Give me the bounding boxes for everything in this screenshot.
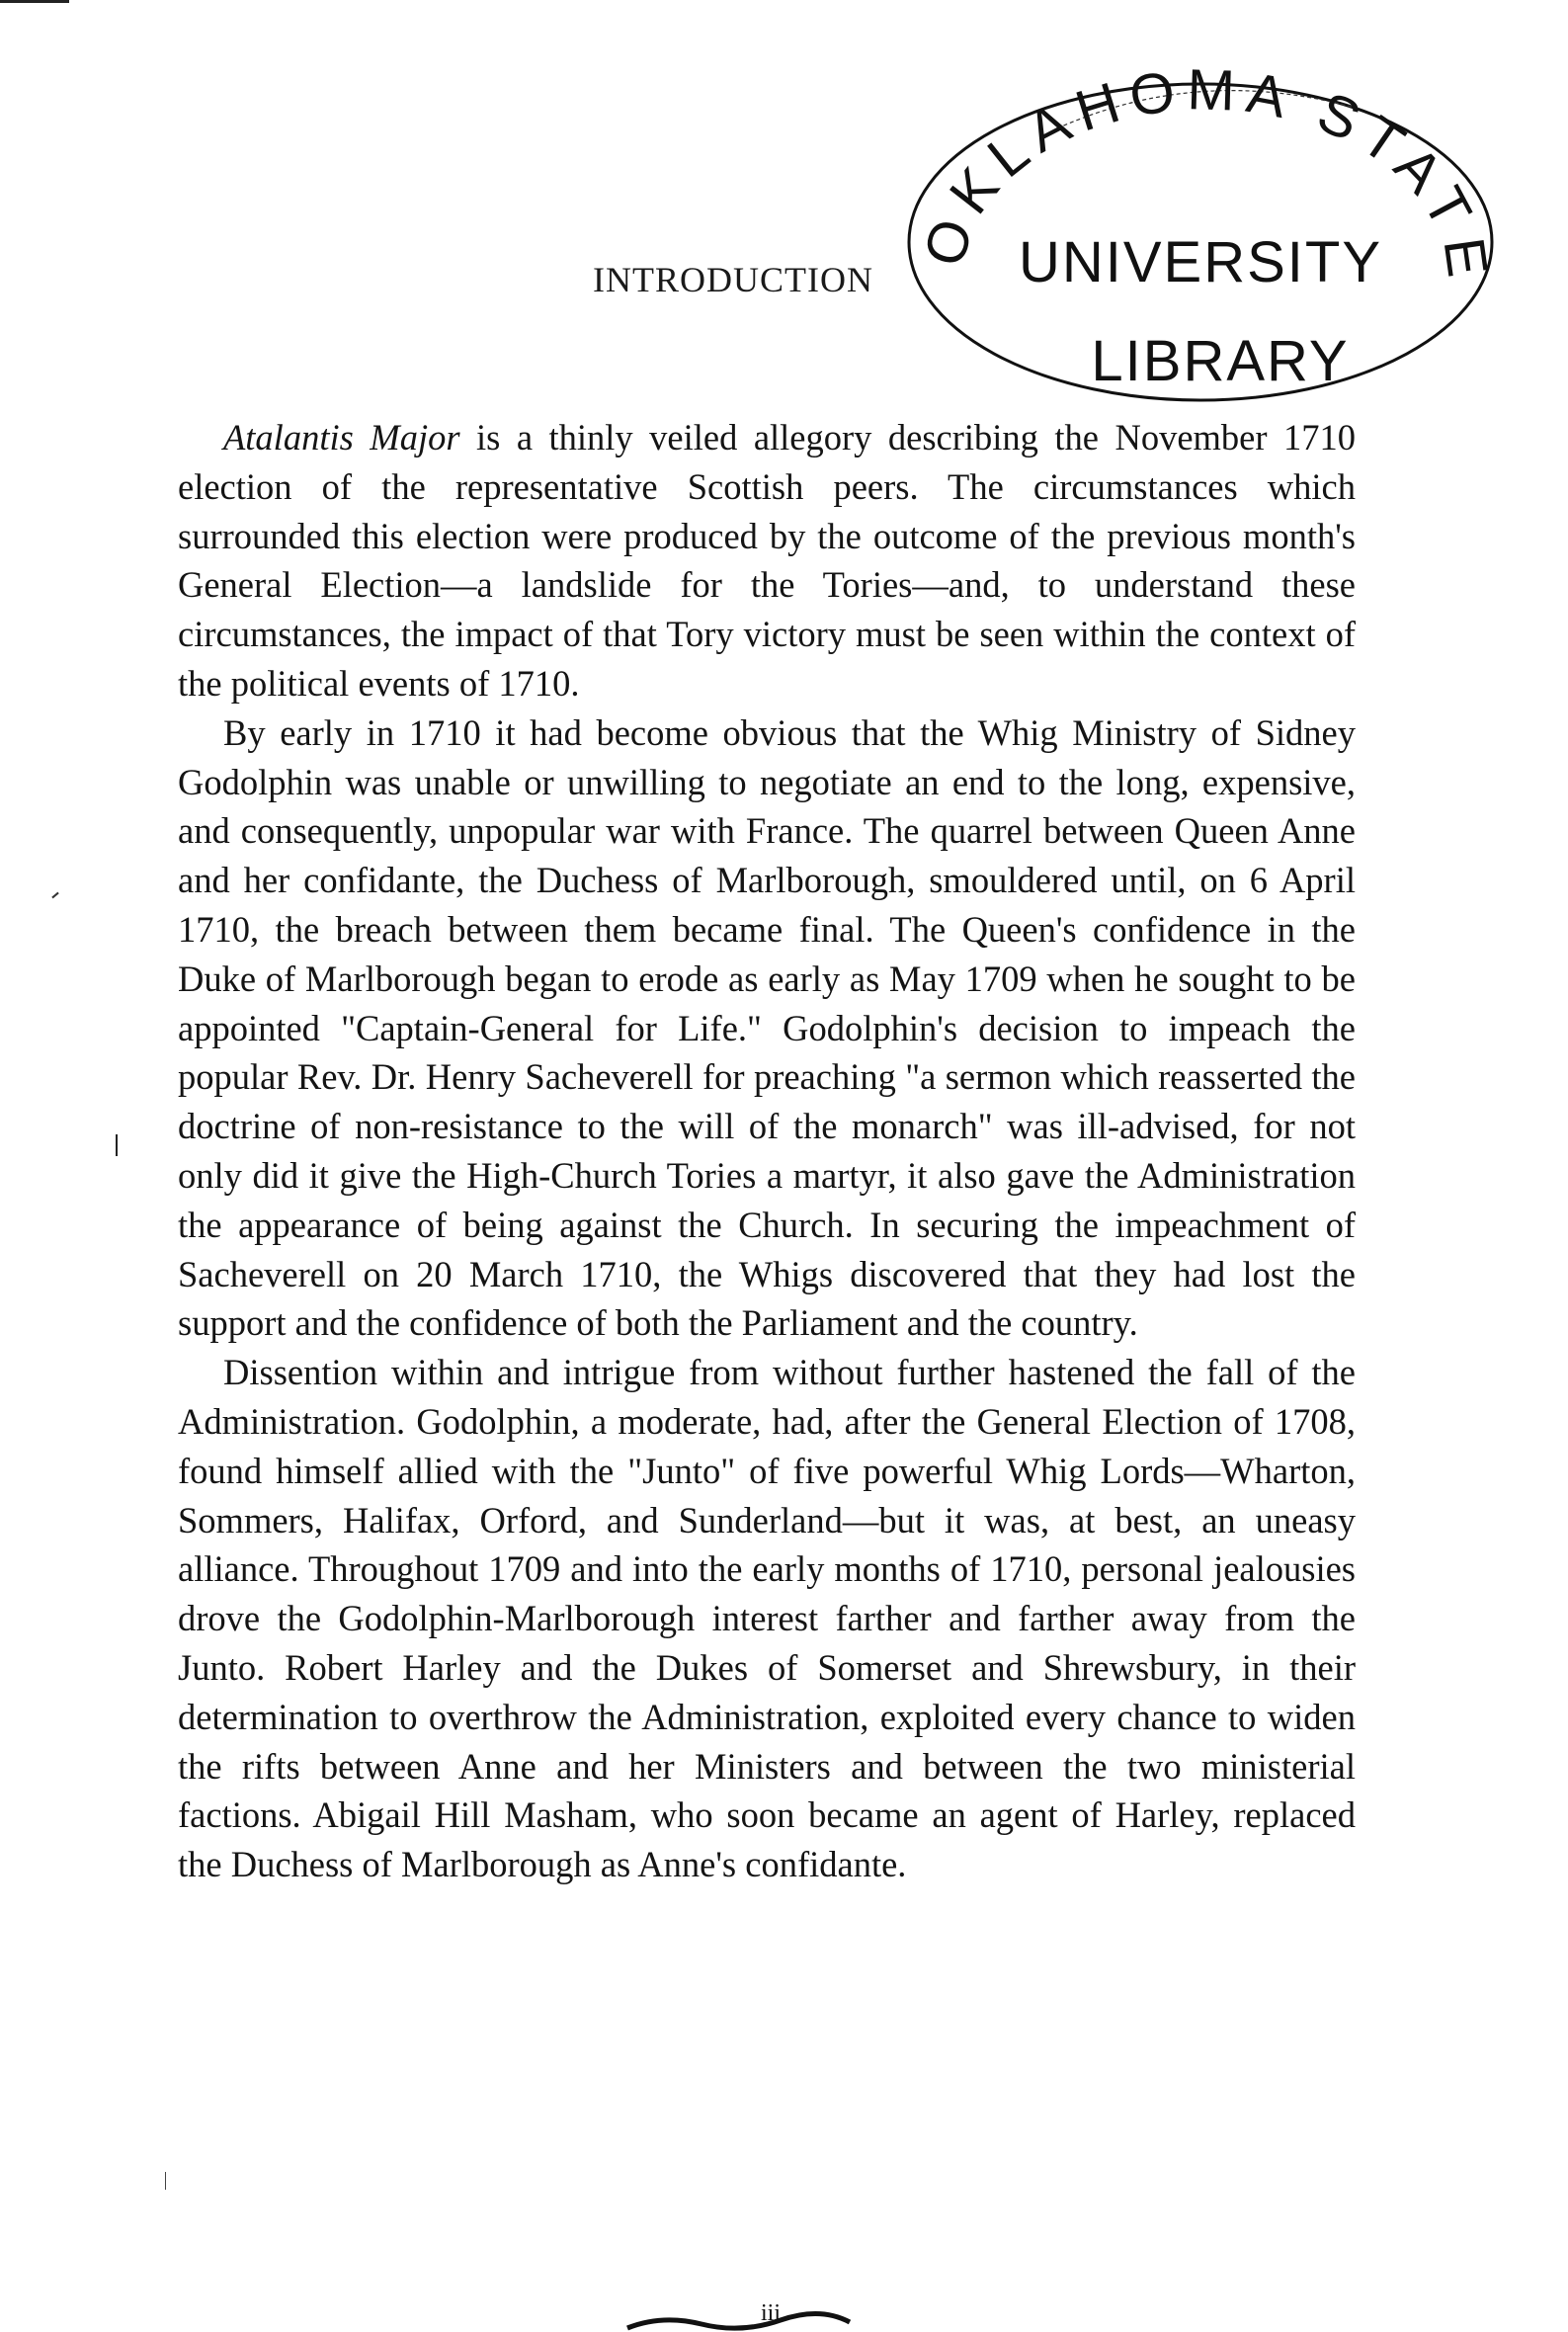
stamp-university: UNIVERSITY [1018, 230, 1383, 294]
page-number: iii [760, 2300, 782, 2326]
page-heading: INTRODUCTION [593, 260, 873, 299]
stamp-arc-text: OKLAHOMA STATE [911, 69, 1502, 291]
paragraph-1-text: is a thinly veiled allegory describing the November 1710 election of the representative Scottish peers. The circumstances which surrounded this election were produced by the outcome of the previous month's General Election—a landslide for the Tories—and, to understand these circumstances, the impact of that Tory victory must be seen within the context of the political events of 1710. [178, 417, 1356, 704]
paragraph-3: Dissention within and intrigue from without further hastened the fall of the Administration. Godolphin, a moderate, had, after the General Election of 1708, found himself allied with the "Junto" of five powerful Whig Lords—Wharton, Sommers, Halifax, Orford, and Sunderland—but it was, at best, an uneasy alliance. Throughout 1709 and into the early months of 1710, personal jealousies drove the Godolphin-Marlborough interest farther and farther away from the Junto. Robert Harley and the Dukes of Somerset and Shrewsbury, in their determination to overthrow the Administration, exploited every chance to widen the rifts between Anne and her Ministers and between the two ministerial factions. Abigail Hill Masham, who soon became an agent of Harley, replaced the Duchess of Marlborough as Anne's confidante. [178, 1352, 1356, 1885]
stamp-library: LIBRARY [1091, 329, 1350, 393]
margin-mark [51, 892, 58, 899]
paragraph-1 [178, 413, 1356, 708]
paragraph-2: By early in 1710 it had become obvious that the Whig Ministry of Sidney Godolphin was unable or unwilling to negotiate an end to the long, expensive, and consequently, unpopular war with France. The quarrel between Queen Anne and her confidante, the Duchess of Marlborough, smouldered until, on 6 April 1710, the breach between them became final. The Queen's confidence in the Duke of Marlborough began to erode as early as May 1709 when he sought to be appointed "Captain-General for Life." Godolphin's decision to impeach the popular Rev. Dr. Henry Sacheverell for preaching "a sermon which reasserted the doctrine of non-resistance to the will of the monarch" was ill-advised, for not only did it give the High-Church Tories a martyr, it also gave the Administration the appearance of being against the Church. In securing the impeachment of Sacheverell on 20 March 1710, the Whigs discovered that they had lost the support and the confidence of both the Parliament and the country. [178, 711, 1356, 1344]
margin-tick [116, 1134, 118, 1156]
library-stamp [894, 69, 1507, 464]
work-title: Atalantis Major [223, 417, 460, 458]
scan-edge-mark [0, 0, 69, 3]
introduction-body [178, 413, 1356, 1889]
margin-tick [165, 2172, 166, 2190]
page-number-area [622, 2300, 919, 2332]
